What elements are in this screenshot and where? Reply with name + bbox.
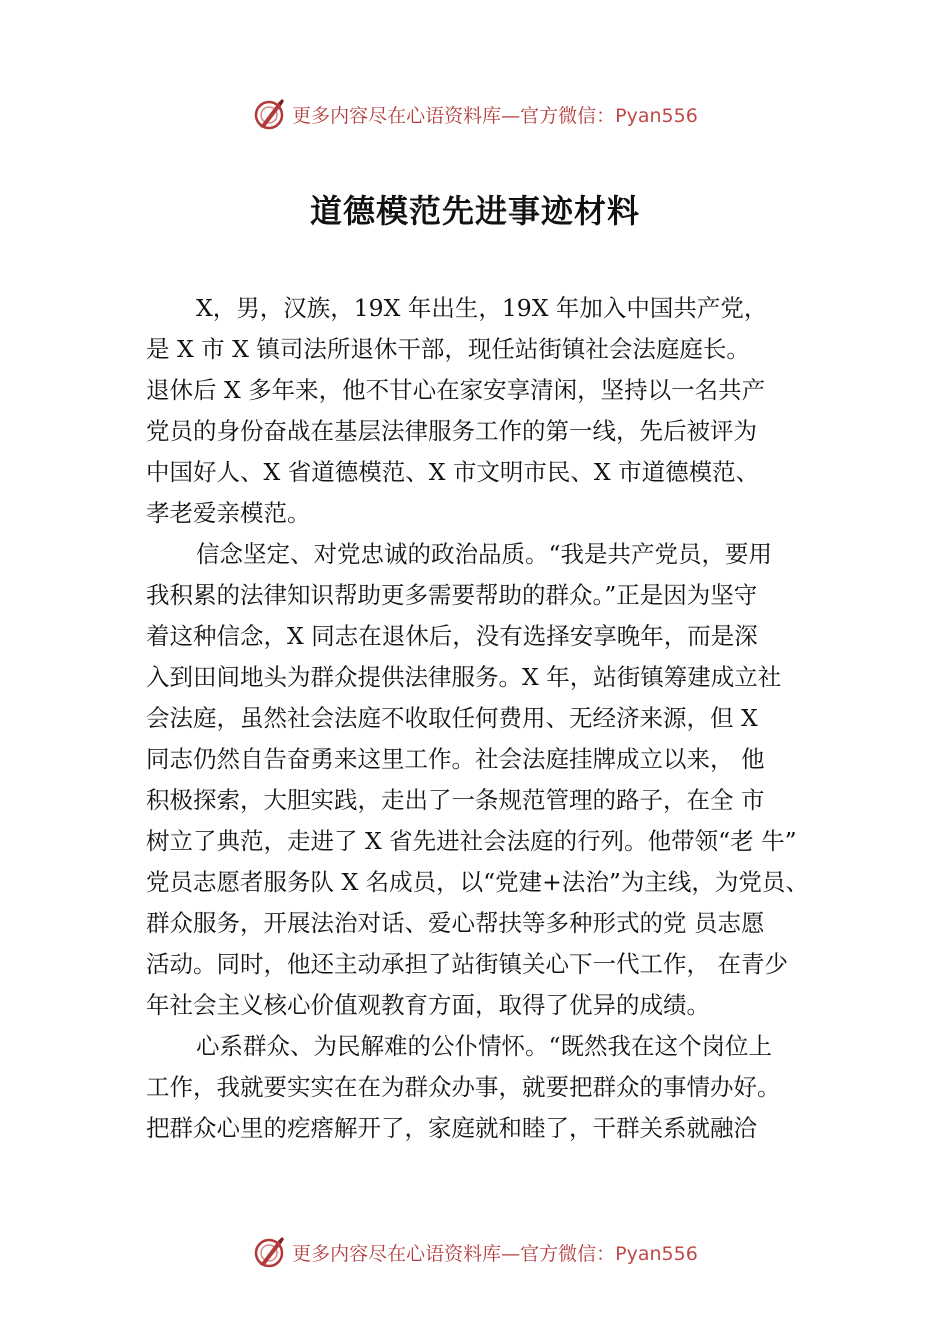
body-line: 群众服务，开展法治对话、爱心帮扶等多种形式的党 员志愿 [146, 909, 765, 937]
banner-text [292, 1239, 698, 1266]
body-line: 我积累的法律知识帮助更多需要帮助的群众。”正是因为坚守 [146, 581, 758, 609]
body-line: 同志仍然自告奋勇来这里工作。社会法庭挂牌成立以来， 他 [146, 745, 765, 773]
wechat-id: Pyan556 [615, 104, 698, 127]
body-line: 退休后 X 多年来，他不甘心在家安享清闲，坚持以一名共产 [146, 376, 766, 404]
body-line: 党员志愿者服务队 X 名成员，以“党建+法治”为主线，为党员、 [146, 868, 809, 896]
body-line: 信念坚定、对党忠诚的政治品质。“我是共产党员，要用 [196, 540, 773, 568]
document-body [146, 288, 846, 1149]
banner-slogan: 更多内容尽在心语资料库—官方微信： [292, 104, 616, 127]
pen-logo-icon [252, 97, 286, 131]
body-line: 树立了典范，走进了 X 省先进社会法庭的行列。他带领“老 牛” [146, 827, 797, 855]
body-line: 入到田间地头为群众提供法律服务。X 年，站街镇筹建成立社 [146, 663, 782, 691]
body-line: 工作，我就要实实在在为群众办事，就要把群众的事情办好。 [146, 1073, 781, 1101]
body-line: 活动。同时，他还主动承担了站街镇关心下一代工作， 在青少 [146, 950, 788, 978]
body-line: 是 X 市 X 镇司法所退休干部，现任站街镇社会法庭庭长。 [146, 335, 750, 363]
body-line: 积极探索，大胆实践，走出了一条规范管理的路子，在全 市 [146, 786, 765, 814]
body-line: 孝老爱亲模范。 [146, 499, 311, 527]
header-banner [0, 94, 950, 134]
body-line: 着这种信念，X 同志在退休后，没有选择安享晚年，而是深 [146, 622, 758, 650]
body-line: 年社会主义核心价值观教育方面，取得了优异的成绩。 [146, 991, 710, 1019]
body-line: 把群众心里的疙瘩解开了，家庭就和睦了，干群关系就融洽 [146, 1114, 757, 1142]
wechat-id: Pyan556 [615, 1242, 698, 1265]
body-line: 会法庭，虽然社会法庭不收取任何费用、无经济来源，但 X [146, 704, 758, 732]
footer-banner [0, 1232, 950, 1272]
banner-slogan: 更多内容尽在心语资料库—官方微信： [292, 1242, 616, 1265]
body-line: 中国好人、X 省道德模范、X 市文明市民、X 市道德模范、 [146, 458, 760, 486]
body-line: 党员的身份奋战在基层法律服务工作的第一线，先后被评为 [146, 417, 757, 445]
banner-text [292, 101, 698, 128]
pen-logo-icon [252, 1235, 286, 1269]
body-line: 心系群众、为民解难的公仆情怀。“既然我在这个岗位上 [196, 1032, 773, 1060]
body-line: X，男，汉族，19X 年出生，19X 年加入中国共产党， [196, 294, 768, 322]
document-title: 道德模范先进事迹材料 [309, 192, 640, 230]
